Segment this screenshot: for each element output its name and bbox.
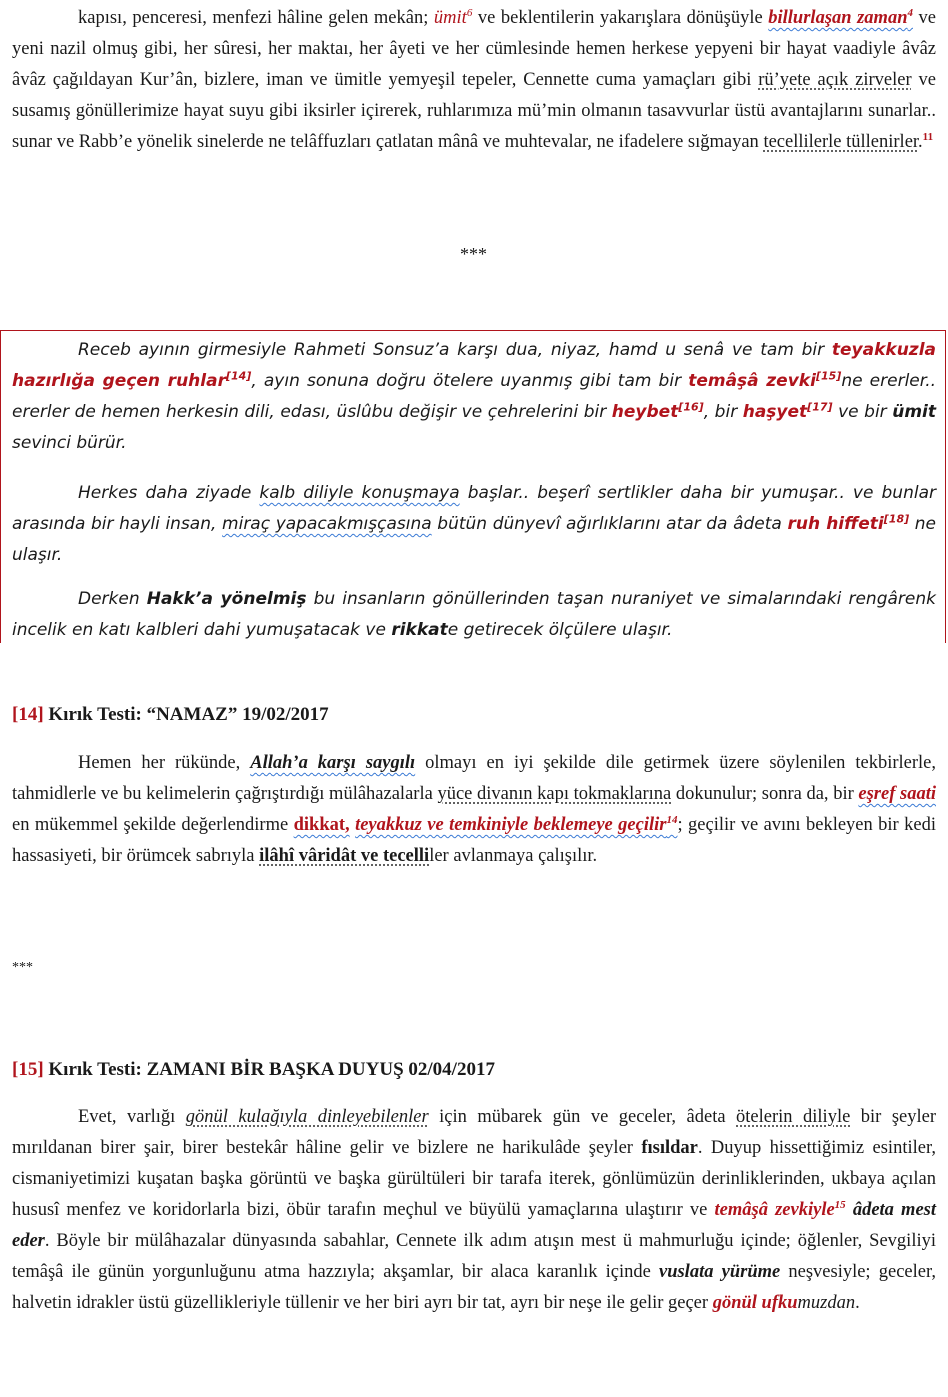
quote-term: miraç yapacakmışçasına	[222, 514, 432, 534]
dotted-term: ötelerin diliyle	[736, 1107, 851, 1127]
quote-term: kalb diliyle konuşmaya	[259, 483, 460, 503]
section-title: Kırık Testi: ZAMANI BİR BAŞKA DUYUŞ 02/04/2017	[43, 1059, 495, 1080]
text: ve yeni nazil olmuş gibi, her sûresi, her maktaı, her âyeti ve her cümlesinde hemen herkese yepyeni bir hayat vaadiyle âvâz âvâz çağıldayan Kur’ân, bizlere, iman ve ümitle yemyeşil tepeler, Cennette cuma yamaçları gibi	[12, 8, 937, 90]
red-term: teyakkuz ve temkiniyle beklemeye geçilir$^{14}$	[355, 813, 678, 835]
section-heading-14	[12, 704, 329, 726]
paragraph-intro: kapısı, penceresi, menfezi hâline gelen mekân; ümit$^6$ ve beklentilerin yakarışlara dönüşüyle billurlaşan zaman$^4$ ve yeni nazil olmuş gibi, her sûresi, her maktaı, her âyeti ve her cümlesinde hemen herkese yepyeni bir hayat vaadiyle âvâz âvâz çağıldayan Kur’ân, bizlere, iman ve ümitle yemyeşil tepeler, Cennette cuma yamaçları gibi rü’yete açık zirveler ve susamış gönüllerimize hayat suyu gibi iksirler içirerek, ruhlarımıza mü’min olmanın tasavvurlar üstü avantajlarını sunarlar.. sunar ve Rabb’e yönelik sinelerde ne telâffuzları çatlatan mânâ ve muhtevalar, ne ifadelere sığmayan tecellilerle tüllenirler.$^{11}$	[12, 6, 937, 152]
quote-paragraph-3: Derken Hakk’a yönelmiş bu insanların gönüllerinden taşan nuraniyet ve simalarındaki rengârenk incelik en katı kalbleri dahi yumuşatacak ve rikkate getirecek ölçülere ulaşır.	[12, 589, 936, 640]
section-title: Kırık Testi: “NAMAZ” 19/02/2017	[43, 704, 329, 725]
emphasis-term: Allah’a karşı saygılı	[250, 753, 416, 773]
bold-term: âdeta mest eder	[12, 1200, 936, 1251]
quote-term: temâşâ zevki	[688, 371, 816, 391]
tecelli-term: tecellilerle tüllenirler	[763, 132, 919, 152]
bold-term: rikkat	[391, 620, 448, 640]
bold-term: vuslata yürüme	[658, 1262, 781, 1282]
separator-stars: ***	[460, 244, 487, 264]
separator-stars: ***	[12, 960, 33, 975]
red-term: gönül ufku	[712, 1293, 798, 1313]
quote-term: haşyet	[742, 402, 808, 422]
bold-term: Hakk’a yönelmiş	[146, 589, 307, 609]
bold-term: ümit	[892, 402, 937, 422]
section-number: [15]	[12, 1059, 44, 1080]
bold-term: fısıldar	[641, 1138, 698, 1158]
section-number: [14]	[12, 704, 44, 725]
text: ve beklentilerin yakarışlara dönüşüyle	[472, 8, 763, 28]
quote-term: teyakkuzla hazırlığa geçen ruhlar	[12, 340, 936, 391]
text: ve susamış gönüllerimize hayat suyu gibi iksirler içirerek, ruhlarımıza mü’min olmanın tasavvurlar üstü avantajlarını sunarlar.. sunar ve Rabb’e yönelik sinelerde ne telâffuzları çatlatan mânâ ve muhtevalar, ne ifadelere sığmayan	[12, 70, 937, 152]
footnote-ref: 11	[922, 130, 934, 143]
footnote-ref: [18]	[883, 512, 910, 526]
quote-term: ruh hiffeti	[787, 514, 884, 534]
billurlasan-zaman-term: billurlaşan zaman$^4$	[768, 6, 913, 28]
quote-paragraph-1: Receb ayının girmesiyle Rahmeti Sonsuz’a karşı dua, niyaz, hamd u senâ ve tam bir teyakkuzla hazırlığa geçen ruhlar[14], ayın sonuna doğru ötelere uyanmış gibi tam bir temâşâ zevki[15]ne ererler.. ererler de hemen herkesin dili, edası, üslûbu değişir ve çehrelerini bir heybet[16], bir haşyet[17] ve bir ümit sevinci bürür.	[12, 340, 937, 453]
text: kapısı, penceresi, menfezi hâline gelen mekân;	[78, 8, 434, 28]
red-term: eşref saati	[858, 784, 936, 804]
footnote-ref: [17]	[807, 400, 833, 414]
section-heading-15	[12, 1059, 495, 1081]
dotted-term: gönül kulağıyla dinleyebilenler	[185, 1107, 429, 1127]
quote-term: heybet	[611, 402, 679, 422]
footnote-ref: [14]	[225, 369, 252, 383]
red-term: temâşâ zevkiyle$^{15}$	[714, 1198, 846, 1220]
bold-term: ilâhî vâridât ve tecelli	[259, 846, 430, 866]
footnote-ref: [15]	[815, 369, 842, 383]
quote-paragraph-2: Herkes daha ziyade kalb diliyle konuşmaya başlar.. beşerî sertlikler daha bir yumuşar.. ve bunlar arasında bir hayli insan, miraç yapacakmışçasına bütün dünyevî ağırlıklarını atar da âdeta ruh hiffeti[18] ne ulaşır.	[12, 483, 936, 565]
footnote-ref: [16]	[678, 400, 704, 414]
umit-term: ümit$^6$	[433, 6, 473, 28]
red-term: dikkat,	[293, 815, 350, 835]
paragraph-zaman: Evet, varlığı gönül kulağıyla dinleyebilenler için mübarek gün ve geceler, âdeta ötelerin diliyle bir şeyler mırıldanan birer şair, birer bestekâr hâline gelir ve bizlere ne harikulâde şeyler fısıldar. Duyup hissettiğimiz esintiler, cismaniyetimizi kuşatan başka görüntü ve başka gürültüleri bir tarafa iterek, gönlümüzün derinliklerinden, ukbaya açılan hususî menfez ve koridorlarla bizi, öbür tarafın meçhul ve büyülü yamaçlarına ulaştırır ve temâşâ zevkiyle$^{15}$ âdeta mest eder. Böyle bir mülâhazalar dünyasında sabahlar, Cennete ilk adım atışın mest ü mahmurluğu içinde; öğlenler, Sevgiliyi temâşâ ile günün yorgunluğunu atma hazzıyla; akşamlar, bir alaca karanlık içinde vuslata yürüme neşvesiyle; geceler, halvetin idrakler üstü güzellikleriyle tüllenir ve her biri ayrı bir tat, ayrı bir neşe ile gelir geçer gönül ufkumuzdan.	[12, 1107, 937, 1313]
paragraph-namaz: Hemen her rükünde, Allah’a karşı saygılı olmayı en iyi şekilde dile getirmek üzere söylenilen tekbirlerle, tahmidlerle ve bu kelimelerin çağrıştırdığı mülâhazalarla yüce divanın kapı tokmaklarına dokunulur; sonra da, bir eşref saati en mükemmel şekilde değerlendirme dikkat, teyakkuz ve temkiniyle beklemeye geçilir$^{14}$; geçilir ve avını bekleyen bir kedi hassasiyeti, bir örümcek sabrıyla ilâhî vâridât ve tecelliler avlanmaya çalışılır.	[12, 753, 936, 866]
ruyete-term: rü’yete açık zirveler	[758, 70, 912, 90]
dotted-term: yüce divanın kapı tokmaklarına	[437, 784, 672, 804]
